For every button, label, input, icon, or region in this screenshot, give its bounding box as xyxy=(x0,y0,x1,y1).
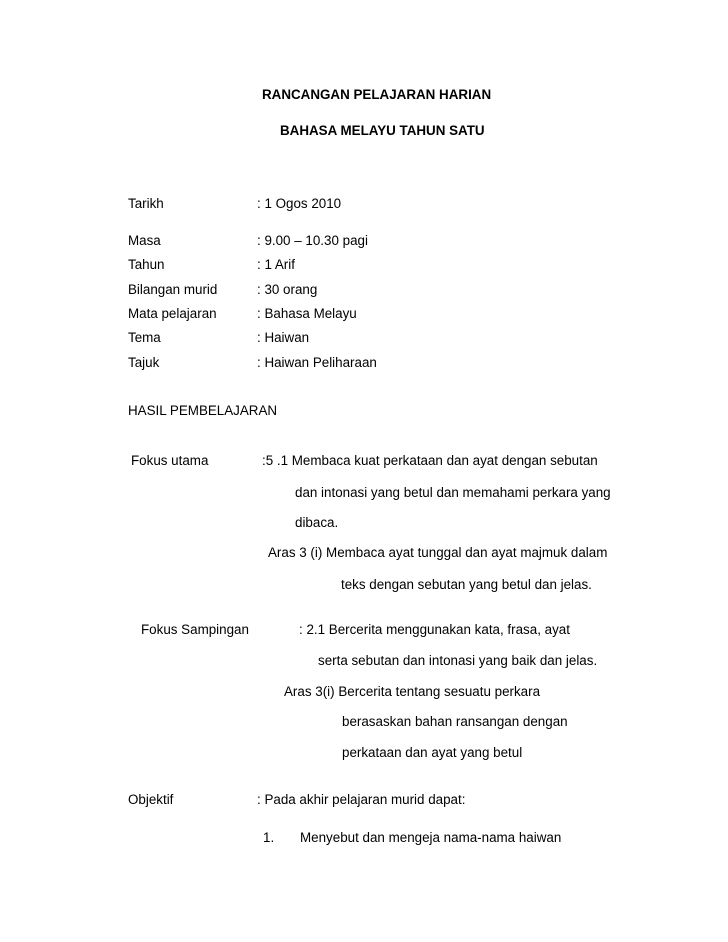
objektif-intro: : Pada akhir pelajaran murid dapat: xyxy=(257,792,466,807)
info-label-masa: Masa xyxy=(128,233,161,248)
info-label-bilangan-murid: Bilangan murid xyxy=(128,282,218,297)
fokus-utama-aras: teks dengan sebutan yang betul dan jelas. xyxy=(341,577,592,592)
info-value-bilangan-murid: : 30 orang xyxy=(257,282,318,297)
info-label-mata-pelajaran: Mata pelajaran xyxy=(128,306,217,321)
objektif-item-number: 1. xyxy=(263,830,275,845)
info-value-masa: : 9.00 – 10.30 pagi xyxy=(257,233,368,248)
info-label-tajuk: Tajuk xyxy=(128,355,160,370)
info-value-mata-pelajaran: : Bahasa Melayu xyxy=(257,306,357,321)
fokus-sampingan-line: : 2.1 Bercerita menggunakan kata, frasa, ayat xyxy=(299,622,570,637)
fokus-sampingan-aras: Aras 3(i) Bercerita tentang sesuatu perkara xyxy=(284,684,541,699)
info-value-tema: : Haiwan xyxy=(257,330,310,345)
fokus-utama-line: dan intonasi yang betul dan memahami perkara yang xyxy=(295,485,611,500)
info-value-tajuk: : Haiwan Peliharaan xyxy=(257,355,377,370)
fokus-utama-label: Fokus utama xyxy=(131,453,209,468)
fokus-sampingan-aras: berasaskan bahan ransangan dengan xyxy=(342,714,568,729)
info-label-tarikh: Tarikh xyxy=(128,196,164,211)
info-label-tahun: Tahun xyxy=(128,257,165,272)
fokus-sampingan-aras: perkataan dan ayat yang betul xyxy=(342,745,523,760)
info-value-tahun: : 1 Arif xyxy=(257,257,295,272)
fokus-utama-aras: Aras 3 (i) Membaca ayat tunggal dan ayat majmuk dalam xyxy=(268,545,608,560)
objektif-item-text: Menyebut dan mengeja nama-nama haiwan xyxy=(300,830,562,845)
fokus-utama-line: :5 .1 Membaca kuat perkataan dan ayat dengan sebutan xyxy=(262,453,598,468)
page-subtitle: BAHASA MELAYU TAHUN SATU xyxy=(280,123,485,138)
section-heading-hasil: HASIL PEMBELAJARAN xyxy=(128,403,278,418)
info-label-tema: Tema xyxy=(128,330,161,345)
page-title: RANCANGAN PELAJARAN HARIAN xyxy=(262,87,492,102)
info-value-tarikh: : 1 Ogos 2010 xyxy=(257,196,342,211)
objektif-label: Objektif xyxy=(128,792,174,807)
fokus-utama-line: dibaca. xyxy=(295,515,339,530)
fokus-sampingan-line: serta sebutan dan intonasi yang baik dan jelas. xyxy=(318,653,598,668)
fokus-sampingan-label: Fokus Sampingan xyxy=(141,622,249,637)
